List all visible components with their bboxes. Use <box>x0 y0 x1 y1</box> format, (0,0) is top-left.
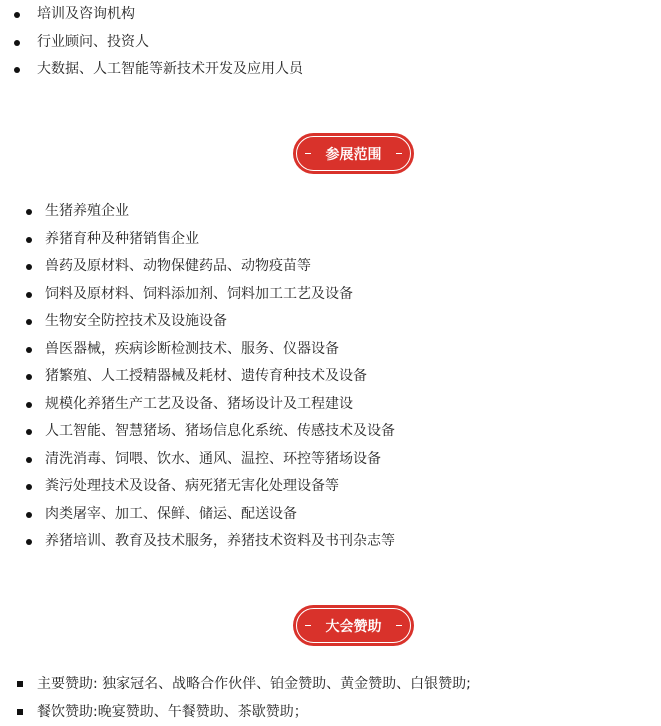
list-item <box>0 336 395 364</box>
list-item-text: 饲料及原材料、饲料添加剂、饲料加工工艺及设备 <box>45 286 353 302</box>
list-item-text: 人工智能、智慧猪场、猪场信息化系统、传感技术及设备 <box>45 423 395 439</box>
bullet-icon <box>26 429 32 435</box>
list-item <box>0 1 303 29</box>
list-item <box>0 198 395 226</box>
list-item <box>0 308 395 336</box>
list-item <box>0 56 303 84</box>
list-item-text: 兽药及原材料、动物保健药品、动物疫苗等 <box>45 258 311 274</box>
list-item-text: 生猪养殖企业 <box>45 203 129 219</box>
list-item <box>0 501 395 529</box>
list-item-text: 行业顾问、投资人 <box>37 34 149 50</box>
list-item-text: 粪污处理技术及设备、病死猪无害化处理设备等 <box>45 478 339 494</box>
heading-decoration-icon <box>396 153 402 155</box>
list-item-text: 养猪育种及种猪销售企业 <box>45 231 199 247</box>
list-item <box>0 391 395 419</box>
bullet-icon <box>26 512 32 518</box>
list-item-text: 猪繁殖、人工授精器械及耗材、遗传育种技术及设备 <box>45 368 367 384</box>
bullet-icon <box>26 484 32 490</box>
list-item <box>0 253 395 281</box>
list-item <box>0 281 395 309</box>
list-item <box>0 29 303 57</box>
list-item-text: 大数据、人工智能等新技术开发及应用人员 <box>37 61 303 77</box>
list-item-text: 规模化养猪生产工艺及设备、猪场设计及工程建设 <box>45 396 353 412</box>
bullet-icon <box>26 402 32 408</box>
bullet-icon <box>26 264 32 270</box>
bullet-icon <box>14 67 20 73</box>
list-item-text: 肉类屠宰、加工、保鲜、储运、配送设备 <box>45 506 297 522</box>
bullet-icon <box>26 539 32 545</box>
bullet-icon <box>26 319 32 325</box>
bullet-icon <box>26 347 32 353</box>
section-heading-exhibition-scope <box>293 133 414 174</box>
list-item <box>0 671 471 699</box>
square-bullet-icon <box>17 709 23 715</box>
list-item-text: 培训及咨询机构 <box>37 6 135 22</box>
square-bullet-icon <box>17 681 23 687</box>
list-item-text: 养猪培训、教育及技术服务，养猪技术资料及书刊杂志等 <box>45 533 395 549</box>
list-item-text: 兽医器械，疾病诊断检测技术、服务、仪器设备 <box>45 341 339 357</box>
bullet-icon <box>26 292 32 298</box>
bullet-icon <box>26 457 32 463</box>
heading-decoration-icon <box>396 625 402 627</box>
bullet-icon <box>26 237 32 243</box>
exhibition-scope-list <box>0 198 395 556</box>
participant-list <box>0 1 303 84</box>
section-title: 大会赞助 <box>326 616 382 636</box>
sponsorship-list <box>0 671 471 726</box>
bullet-icon <box>26 374 32 380</box>
bullet-icon <box>26 209 32 215</box>
section-heading-sponsorship <box>293 605 414 646</box>
list-item <box>0 528 395 556</box>
list-item-text: 生物安全防控技术及设施设备 <box>45 313 227 329</box>
heading-decoration-icon <box>305 625 311 627</box>
bullet-icon <box>14 12 20 18</box>
bullet-icon <box>14 40 20 46</box>
list-item <box>0 418 395 446</box>
list-item <box>0 363 395 391</box>
list-item <box>0 446 395 474</box>
list-item-text: 餐饮赞助:晚宴赞助、午餐赞助、茶歇赞助； <box>37 704 308 720</box>
list-item <box>0 473 395 501</box>
heading-decoration-icon <box>305 153 311 155</box>
list-item-text: 主要赞助: 独家冠名、战略合作伙伴、铂金赞助、黄金赞助、白银赞助; <box>37 676 471 692</box>
list-item-text: 清洗消毒、饲喂、饮水、通风、温控、环控等猪场设备 <box>45 451 381 467</box>
section-title: 参展范围 <box>326 144 382 164</box>
list-item <box>0 226 395 254</box>
